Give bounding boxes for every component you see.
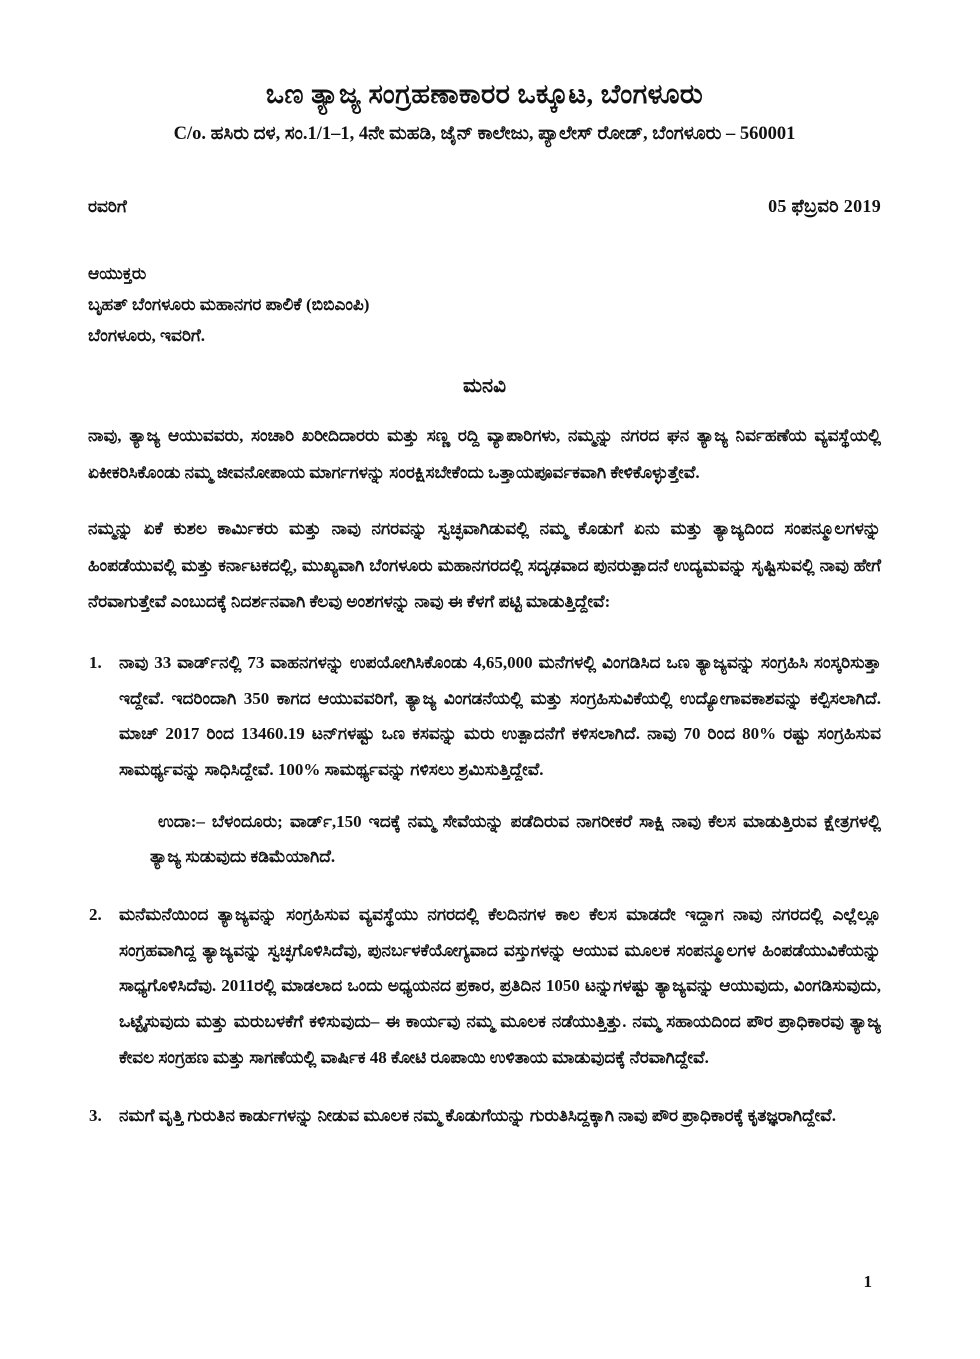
document-date: 05 ಫೆಬ್ರವರಿ 2019	[768, 196, 881, 217]
paragraph-context: ನಮ್ಮನ್ನು ಏಕೆ ಕುಶಲ ಕಾರ್ಮಿಕರು ಮತ್ತು ನಾವು ನಗರವನ್ನು ಸ್ವಚ್ಛವಾಗಿಡುವಲ್ಲಿ ನಮ್ಮ ಕೊಡುಗೆ ಏನು ಮತ್ತು ತ್ಯಾಜ್ಯದಿಂದ ಸಂಪನ್ಮೂಲಗಳನ್ನು ಹಿಂಪಡೆಯುವಲ್ಲಿ ಮತ್ತು ಕರ್ನಾಟಕದಲ್ಲಿ, ಮುಖ್ಯವಾಗಿ ಬೆಂಗಳೂರು ಮಹಾನಗರದಲ್ಲಿ ಸದೃಢವಾದ ಪುನರುತ್ಪಾದನೆ ಉದ್ಯಮವನ್ನು ಸೃಷ್ಟಿಸುವಲ್ಲಿ ನಾವು ಹೇಗೆ ನೆರವಾಗುತ್ತೇವೆ ಎಂಬುದಕ್ಕೆ ನಿದರ್ಶನವಾಗಿ ಕೆಲವು ಅಂಶಗಳನ್ನು ನಾವು ಈ ಕೆಳಗೆ ಪಟ್ಟಿ ಮಾಡುತ್ತಿದ್ದೇವೆ:	[88, 519, 881, 612]
recipient-line-designation: ಆಯುಕ್ತರು	[88, 264, 147, 284]
list-item-text: ನಮಗೆ ವೃತ್ತಿ ಗುರುತಿನ ಕಾರ್ಡುಗಳನ್ನು ನೀಡುವ ಮೂಲಕ ನಮ್ಮ ಕೊಡುಗೆಯನ್ನು ಗುರುತಿಸಿದ್ದಕ್ಕಾಗಿ ನಾವು ಪೌರ ಪ್ರಾಧಿಕಾರಕ್ಕೆ ಕೃತಜ್ಞರಾಗಿದ್ದೇವೆ.	[119, 1105, 836, 1125]
list-item	[88, 897, 881, 1075]
document-address-line: C/o. ಹಸಿರು ದಳ, ಸಂ.1/1–1, 4ನೇ ಮಹಡಿ, ಜೈನ್ ಕಾಲೇಜು, ಪ್ಯಾಲೇಸ್ ರೋಡ್, ಬೆಂಗಳೂರು – 560001	[173, 124, 796, 145]
recipient-line-city: ಬೆಂಗಳೂರು, ಇವರಿಗೆ.	[88, 325, 206, 345]
list-item	[88, 1098, 881, 1134]
numbered-list	[88, 645, 881, 1133]
subject-heading: ಮನವಿ	[462, 375, 507, 398]
list-item-text: ನಾವು 33 ವಾರ್ಡ್‌ನಲ್ಲಿ 73 ವಾಹನಗಳನ್ನು ಉಪಯೋಗಿಸಿಕೊಂಡು 4,65,000 ಮನೆಗಳಲ್ಲಿ ವಿಂಗಡಿಸಿದ ಒಣ ತ್ಯಾಜ್ಯವನ್ನು ಸಂಗ್ರಹಿಸಿ ಸಂಸ್ಕರಿಸುತ್ತಾ ಇದ್ದೇವೆ. ಇದರಿಂದಾಗಿ 350 ಕಾಗದ ಆಯುವವರಿಗೆ, ತ್ಯಾಜ್ಯ ವಿಂಗಡನೆಯಲ್ಲಿ ಮತ್ತು ಸಂಗ್ರಹಿಸುವಿಕೆಯಲ್ಲಿ ಉದ್ಯೋಗಾವಕಾಶವನ್ನು ಕಲ್ಪಿಸಲಾಗಿದೆ. ಮಾಚ್ 2017 ರಿಂದ 13460.19 ಟನ್‌ಗಳಷ್ಟು ಒಣ ಕಸವನ್ನು ಮರು ಉತ್ಪಾದನೆಗೆ ಕಳಿಸಲಾಗಿದೆ. ನಾವು 70 ರಿಂದ 80% ರಷ್ಟು ಸಂಗ್ರಹಿಸುವ ಸಾಮರ್ಥ್ಯವನ್ನು ಸಾಧಿಸಿದ್ದೇವೆ. 100% ಸಾಮರ್ಥ್ಯವನ್ನು ಗಳಿಸಲು ಶ್ರಮಿಸುತ್ತಿದ್ದೇವೆ.	[119, 652, 881, 780]
recipient-line-organisation: ಬೃಹತ್ ಬೆಂಗಳೂರು ಮಹಾನಗರ ಪಾಲಿಕೆ (ಬಿಬಿಎಂಪಿ)	[88, 295, 370, 315]
paragraph-intro: ನಾವು, ತ್ಯಾಜ್ಯ ಆಯುವವರು, ಸಂಚಾರಿ ಖರೀದಿದಾರರು ಮತ್ತು ಸಣ್ಣ ರದ್ದಿ ವ್ಯಾಪಾರಿಗಳು, ನಮ್ಮನ್ನು ನಗರದ ಘನ ತ್ಯಾಜ್ಯ ನಿರ್ವಹಣೆಯ ವ್ಯವಸ್ಥೆಯಲ್ಲಿ ಏಕೀಕರಿಸಿಕೊಂಡು ನಮ್ಮ ಜೀವನೋಪಾಯ ಮಾರ್ಗಗಳನ್ನು ಸಂರಕ್ಷಿಸಬೇಕೆಂದು ಒತ್ತಾಯಪೂರ್ವಕವಾಗಿ ಕೇಳಿಕೊಳ್ಳುತ್ತೇವೆ.	[88, 426, 881, 482]
list-item-number: 2.	[89, 905, 102, 925]
salutation-label: ರವರಿಗೆ	[88, 197, 127, 217]
list-item	[88, 645, 881, 788]
list-item-number: 1.	[89, 652, 102, 672]
list-item-text: ಮನೆಮನೆಯಿಂದ ತ್ಯಾಜ್ಯವನ್ನು ಸಂಗ್ರಹಿಸುವ ವ್ಯವಸ್ಥೆಯು ನಗರದಲ್ಲಿ ಕೆಲದಿನಗಳ ಕಾಲ ಕೆಲಸ ಮಾಡದೇ ಇದ್ದಾಗ ನಾವು ನಗರದಲ್ಲಿ ಎಲ್ಲೆಲ್ಲೂ ಸಂಗ್ರಹವಾಗಿದ್ದ ತ್ಯಾಜ್ಯವನ್ನು ಸ್ವಚ್ಛಗೊಳಿಸಿದೆವು, ಪುನರ್ಬಳಕೆಯೋಗ್ಯವಾದ ವಸ್ತುಗಳನ್ನು ಆಯುವ ಮೂಲಕ ಸಂಪನ್ಮೂಲಗಳ ಹಿಂಪಡೆಯುವಿಕೆಯನ್ನು ಸಾಧ್ಯಗೊಳಿಸಿದೆವು. 2011ರಲ್ಲಿ ಮಾಡಲಾದ ಒಂದು ಅಧ್ಯಯನದ ಪ್ರಕಾರ, ಪ್ರತಿದಿನ 1050 ಟನ್ನುಗಳಷ್ಟು ತ್ಯಾಜ್ಯವನ್ನು ಆಯುವುದು, ವಿಂಗಡಿಸುವುದು, ಒಟ್ಟೈಸುವುದು ಮತ್ತು ಮರುಬಳಕೆಗೆ ಕಳಿಸುವುದು– ಈ ಕಾರ್ಯವು ನಮ್ಮ ಮೂಲಕ ನಡೆಯುತ್ತಿತ್ತು. ನಮ್ಮ ಸಹಾಯದಿಂದ ಪೌರ ಪ್ರಾಧಿಕಾರವು ತ್ಯಾಜ್ಯ ಕೇವಲ ಸಂಗ್ರಹಣ ಮತ್ತು ಸಾಗಣೆಯಲ್ಲಿ ವಾರ್ಷಿಕ 48 ಕೋಟಿ ರೂಪಾಯಿ ಉಳಿತಾಯ ಮಾಡುವುದಕ್ಕೆ ನೆರವಾಗಿದ್ದೇವೆ.	[119, 905, 881, 1067]
meta-row	[88, 196, 881, 217]
recipient-block	[88, 259, 881, 351]
page-number: 1	[863, 1272, 872, 1291]
document-title: ಒಣ ತ್ಯಾಜ್ಯ ಸಂಗ್ರಹಣಾಕಾರರ ಒಕ್ಕೂಟ, ಬೆಂಗಳೂರು	[265, 79, 704, 109]
example-note: ಉದಾ:– ಬೆಳಂದೂರು; ವಾರ್ಡ್,150 ಇದಕ್ಕೆ ನಮ್ಮ ಸೇವೆಯನ್ನು ಪಡೆದಿರುವ ನಾಗರೀಕರೆ ಸಾಕ್ಷಿ ನಾವು ಕೆಲಸ ಮಾಡುತ್ತಿರುವ ಕ್ಷೇತ್ರಗಳಲ್ಲಿ ತ್ಯಾಜ್ಯ ಸುಡುವುದು ಕಡಿಮೆಯಾಗಿದೆ.	[150, 811, 881, 867]
list-item-number: 3.	[89, 1105, 102, 1125]
